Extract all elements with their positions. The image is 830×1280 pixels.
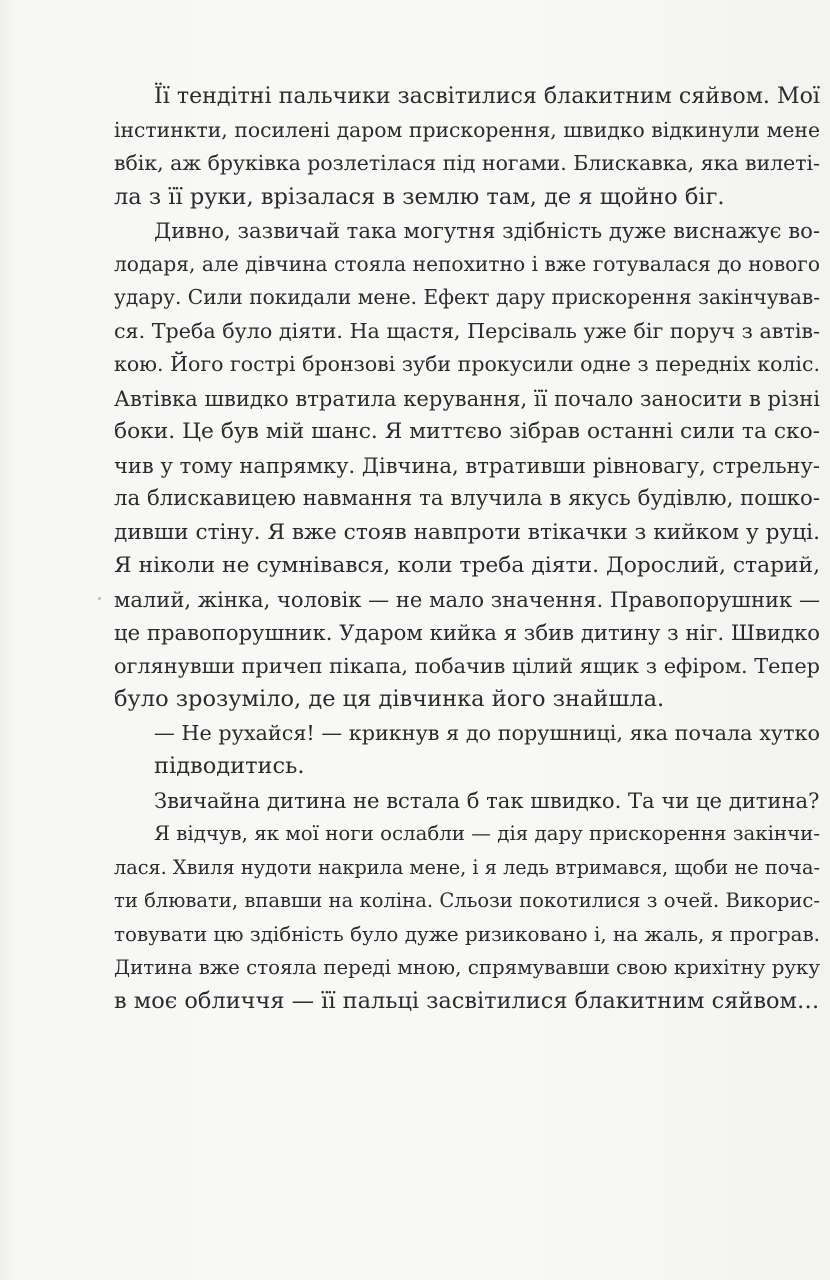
text-line: Дитина вже стояла переді мною, спрямувавши свою крихітну руку	[114, 956, 820, 979]
text-line: Дивно, зазвичай така могутня здібність дуже виснажує во-	[154, 218, 820, 243]
text-line: в моє обличчя — її пальці засвітилися блакитним сяйвом…	[114, 987, 820, 1014]
paper-speck	[98, 597, 101, 600]
text-line: лодаря, але дівчина стояла непохитно і вже готувалася до нового	[114, 251, 820, 276]
text-line: було зрозуміло, де ця дівчинка його знайшла.	[114, 686, 665, 712]
text-line: ти блювати, впавши на коліна. Сльози покотилися з очей. Викорис-	[114, 889, 820, 912]
text-line: Її тендітні пальчики засвітилися блакитним сяйвом. Мої	[154, 83, 820, 109]
text-line: інстинкти, посилені даром прискорення, швидко відкинули мене	[114, 117, 820, 142]
text-line: Я відчув, як мої ноги ослабли — дія дару прискорення закінчи-	[154, 822, 820, 845]
text-line: чив у тому напрямку. Дівчина, втративши рівновагу, стрельну-	[114, 452, 820, 478]
text-line: це правопорушник. Ударом кийка я збив дитину з ніг. Швидко	[114, 620, 820, 645]
text-line: удару. Сили покидали мене. Ефект дару прискорення закінчував-	[114, 285, 820, 309]
text-line: боки. Це був мій шанс. Я миттєво зібрав останні сили та ско-	[114, 419, 820, 444]
text-line: Я ніколи не сумнівався, коли треба діяти. Дорослий, старий,	[114, 553, 820, 578]
page-text	[114, 80, 820, 1018]
dialogue-line: підводитись.	[154, 753, 305, 779]
text-line: дивши стіну. Я вже стояв навпроти втікачки з кийком у руці.	[114, 519, 820, 545]
text-line: ла з її руки, врізалася в землю там, де я щойно біг.	[114, 183, 725, 210]
dialogue-line: — Не рухайся! — крикнув я до порушниці, яка почала хутко	[154, 720, 820, 745]
text-line: товувати цю здібність було дуже ризиковано і, на жаль, я програв.	[114, 922, 820, 946]
text-line: Автівка швидко втратила керування, її почало заносити в різні	[114, 385, 820, 411]
text-line: ся. Треба було діяти. На щастя, Персіваль уже біг поруч з автів-	[114, 318, 820, 343]
text-line: кою. Його гострі бронзові зуби прокусили одне з передніх коліс.	[114, 352, 820, 376]
text-line: ла блискавицею навмання та влучила в якусь будівлю, пошко-	[114, 486, 820, 511]
text-line: вбік, аж бруківка розлетілася під ногами. Блискавка, яка вилеті-	[114, 151, 820, 175]
text-line: лася. Хвиля нудоти накрила мене, і я ледь втримався, щоби не поча-	[114, 855, 820, 879]
text-line: малий, жінка, чоловік — не мало значення. Правопорушник —	[114, 586, 820, 612]
text-line: Звичайна дитина не встала б так швидко. Та чи це дитина?	[154, 787, 820, 813]
text-line: оглянувши причеп пікапа, побачив цілий ящик з ефіром. Тепер	[114, 653, 820, 678]
